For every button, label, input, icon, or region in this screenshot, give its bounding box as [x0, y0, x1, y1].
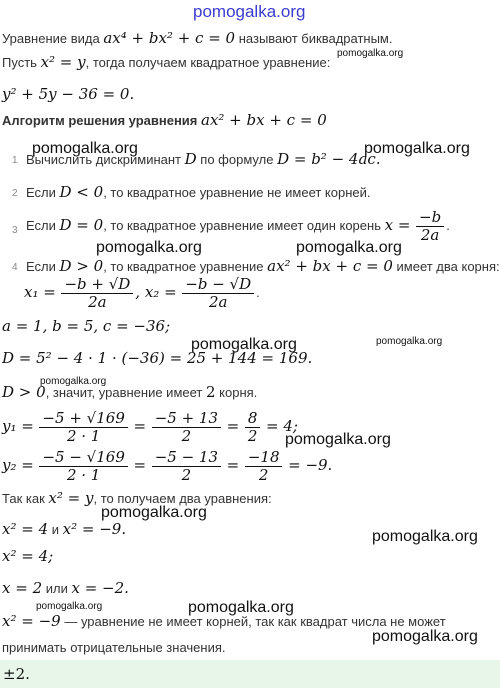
text: , то получаем два уравнения:: [93, 491, 272, 506]
y1-calc: y₁ = $\frac{-5 + √169}{2 \cdot 1}$ = $\frac{-5 + 13}{2}$ = $\frac{8}{2}$ = 4;: [2, 409, 298, 445]
x2-label: , x₂ =: [135, 282, 177, 301]
y1-fraction-3: [245, 410, 261, 445]
watermark: pomogalka.org: [96, 239, 202, 256]
two-equations-intro: [2, 490, 272, 507]
formula-end: .: [256, 284, 260, 300]
step-number: 2: [12, 188, 18, 199]
root-b: x = −2.: [71, 579, 129, 597]
algorithm-title: Алгоритм решения уравнения: [2, 113, 198, 128]
answer-box: [0, 660, 500, 688]
coefficients: a = 1, b = 5, c = −36;: [2, 317, 171, 335]
denominator: 2: [247, 427, 258, 445]
watermark-top: pomogalka.org: [193, 2, 306, 21]
watermark: pomogalka.org: [32, 140, 138, 157]
denominator: 2 · 1: [66, 466, 101, 484]
step-2: [26, 183, 371, 201]
step-math: x =: [384, 215, 411, 234]
step-3: [26, 209, 450, 244]
discriminant-sign: D > 0: [2, 383, 46, 401]
algorithm-heading: [2, 112, 327, 129]
equation-neg: x² = −9: [2, 612, 61, 630]
step-math: ax² + bx + c = 0: [267, 257, 393, 275]
numerator: −5 − √169: [39, 449, 127, 467]
y2-calc: y₂ = $\frac{-5 - √169}{2 \cdot 1}$ = $\frac{-5 - 13}{2}$ = $\frac{-18}{2}$ = −9.: [2, 448, 333, 484]
discriminant-conclusion: [2, 384, 257, 401]
quadratic-equation: y² + 5y − 36 = 0.: [2, 85, 135, 103]
step-math: D: [184, 150, 197, 168]
no-roots-line-2: принимать отрицательные значения.: [2, 640, 226, 655]
step-math: D > 0: [59, 257, 104, 275]
x1-fraction: [61, 276, 133, 311]
intro-line-1: [2, 30, 392, 47]
watermark: pomogalka.org: [191, 336, 297, 353]
step-text: по формуле: [200, 152, 274, 167]
intro-tail: , тогда получаем квадратное уравнение:: [85, 55, 331, 70]
roots-line: [2, 580, 129, 597]
watermark: pomogalka.org: [296, 239, 402, 256]
conclusion-text: , значит, уравнение имеет: [45, 385, 203, 400]
denominator: 2a: [88, 293, 107, 311]
conjunction: или: [45, 581, 68, 596]
text: — уравнение не имеет корней, так как квадрат числа не может: [64, 614, 446, 629]
step-text: Если: [26, 185, 56, 200]
answer: ±2.: [3, 665, 30, 683]
y2-fraction-2: [152, 449, 221, 484]
y2-fraction-3: [245, 449, 283, 484]
watermark: pomogalka.org: [372, 628, 478, 645]
substitution: x² = y: [48, 489, 94, 507]
biquadratic-formula: ax⁴ + bx² + c = 0: [103, 29, 236, 47]
numerator: −5 + 13: [152, 410, 221, 428]
step-end: .: [446, 217, 450, 233]
conjunction: и: [51, 522, 60, 537]
watermark: pomogalka.org: [376, 336, 443, 347]
step-number: 4: [12, 262, 18, 273]
denominator: 2: [181, 466, 192, 484]
numerator: −b − √D: [182, 276, 254, 294]
substitution: x² = y: [40, 53, 86, 71]
numerator: 8: [245, 410, 261, 428]
conclusion-text: корня.: [219, 385, 258, 400]
step-text: , то квадратное уравнение имеет один корень: [103, 217, 381, 233]
step-text: , то квадратное уравнение: [103, 259, 264, 274]
denominator: 2 · 1: [66, 427, 101, 445]
y1-fraction-1: [39, 410, 127, 445]
denominator: 2: [181, 427, 192, 445]
x1-label: x₁ =: [24, 282, 56, 301]
step-number: 1: [12, 155, 18, 166]
intro-line-2: [2, 54, 330, 71]
no-roots-line: [2, 613, 446, 630]
two-roots-formula: [24, 276, 260, 311]
y2-label: y₂ =: [2, 455, 34, 474]
step-1: [26, 150, 381, 168]
numerator: −5 − 13: [152, 449, 221, 467]
step-number: 3: [12, 225, 18, 236]
equation-a: x² = 4: [2, 520, 49, 538]
text: Так как: [2, 491, 45, 506]
single-root-fraction: [416, 209, 444, 244]
step-text: Если: [26, 217, 56, 233]
equation-x4: x² = 4;: [2, 547, 54, 565]
watermark: pomogalka.org: [337, 48, 404, 59]
numerator: −b: [416, 209, 444, 227]
y1-result: = 4;: [266, 416, 298, 435]
intro-text: Уравнение вида: [2, 31, 100, 46]
numerator: −18: [245, 449, 283, 467]
numerator: −5 + √169: [39, 410, 127, 428]
y1-fraction-2: [152, 410, 221, 445]
watermark: pomogalka.org: [101, 504, 207, 521]
watermark: pomogalka.org: [364, 140, 470, 157]
denominator: 2: [258, 466, 269, 484]
intro-text: Пусть: [2, 55, 37, 70]
intro-tail: называют биквадратным.: [238, 31, 393, 46]
equation-b: x² = −9.: [62, 520, 127, 538]
x2-fraction: [182, 276, 254, 311]
watermark: pomogalka.org: [40, 376, 107, 387]
step-text: Вычислить дискриминант: [26, 152, 182, 167]
discriminant-formula: D = b² − 4ac.: [277, 150, 381, 168]
y2-fraction-1: [39, 449, 127, 484]
step-math: D = 0: [59, 215, 104, 234]
denominator: 2a: [208, 293, 228, 311]
root-a: x = 2: [2, 579, 43, 597]
numerator: −b + √D: [61, 276, 133, 294]
root-count: 2: [206, 383, 216, 401]
algorithm-formula: ax² + bx + c = 0: [201, 111, 327, 129]
y1-label: y₁ =: [2, 416, 34, 435]
denominator: 2a: [420, 226, 440, 244]
y2-result: = −9.: [288, 455, 333, 474]
step-text: , то квадратное уравнение не имеет корней.: [103, 185, 371, 200]
watermark: pomogalka.org: [188, 599, 294, 616]
step-text: имеет два корня:: [396, 259, 500, 274]
watermark: pomogalka.org: [36, 601, 103, 612]
step-math: D < 0: [59, 183, 104, 201]
two-equations: [2, 521, 126, 538]
step-text: Если: [26, 259, 56, 274]
watermark: pomogalka.org: [285, 431, 391, 448]
discriminant-calc: D = 5² − 4 · 1 · (−36) = 25 + 144 = 169.: [2, 349, 313, 367]
step-4: [26, 257, 500, 275]
watermark: pomogalka.org: [372, 528, 478, 545]
